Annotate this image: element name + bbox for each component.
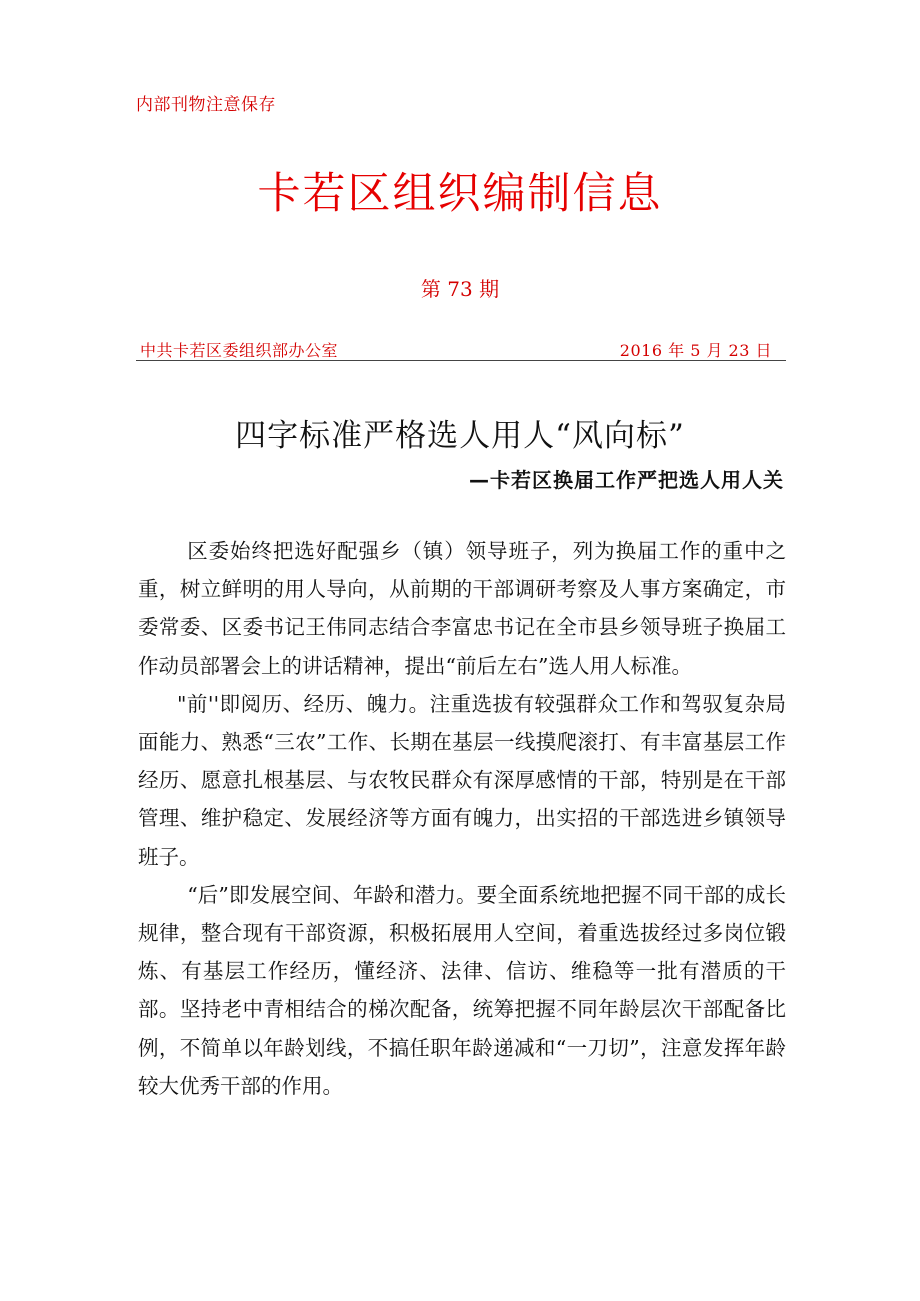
internal-note: 内部刊物注意保存 — [136, 95, 276, 115]
issuer-row — [136, 338, 786, 362]
article-subtitle: —卡若区换届工作严把选人用人关 — [469, 468, 784, 492]
masthead-title: 卡若区组织编制信息 — [257, 169, 663, 219]
paragraph: 区委始终把选好配强乡（镇）领导班子，列为换届工作的重中之重，树立鲜明的用人导向，从前期的干部调研考察及人事方案确定，市委常委、区委书记王伟同志结合李富忠书记在全市县乡领导班子换届工作动员部署会上的讲话精神，提出“前后左右”选人用人标准。 — [138, 539, 786, 678]
issuer: 中共卡若区委组织部办公室 — [140, 341, 339, 360]
issue-date: 2016 年 5 月 23 日 — [619, 341, 772, 360]
article-body — [138, 532, 786, 1105]
paragraph: “后”即发展空间、年龄和潜力。要全面系统地把握不同干部的成长规律，整合现有干部资源，积极拓展用人空间，着重选拔经过多岗位锻炼、有基层工作经历，懂经济、法律、信访、维稳等一批有潜质的干部。坚持老中青相结合的梯次配备，统筹把握不同年龄层次干部配备比例，不简单以年龄划线，不搞任职年龄递减和“一刀切”，注意发挥年龄较大优秀干部的作用。 — [138, 882, 786, 1098]
article-title: 四字标准严格选人用人“风向标” — [235, 418, 685, 454]
issue-number: 第 73 期 — [420, 277, 500, 301]
header-divider — [136, 360, 786, 361]
paragraph: "前''即阅历、经历、魄力。注重选拔有较强群众工作和驾驭复杂局面能力、熟悉“三农”工作、长期在基层一线摸爬滚打、有丰富基层工作经历、愿意扎根基层、与农牧民群众有深厚感情的干部，特别是在干部管理、维护稳定、发展经济等方面有魄力，出实招的干部选进乡镇领导班子。 — [138, 691, 786, 869]
